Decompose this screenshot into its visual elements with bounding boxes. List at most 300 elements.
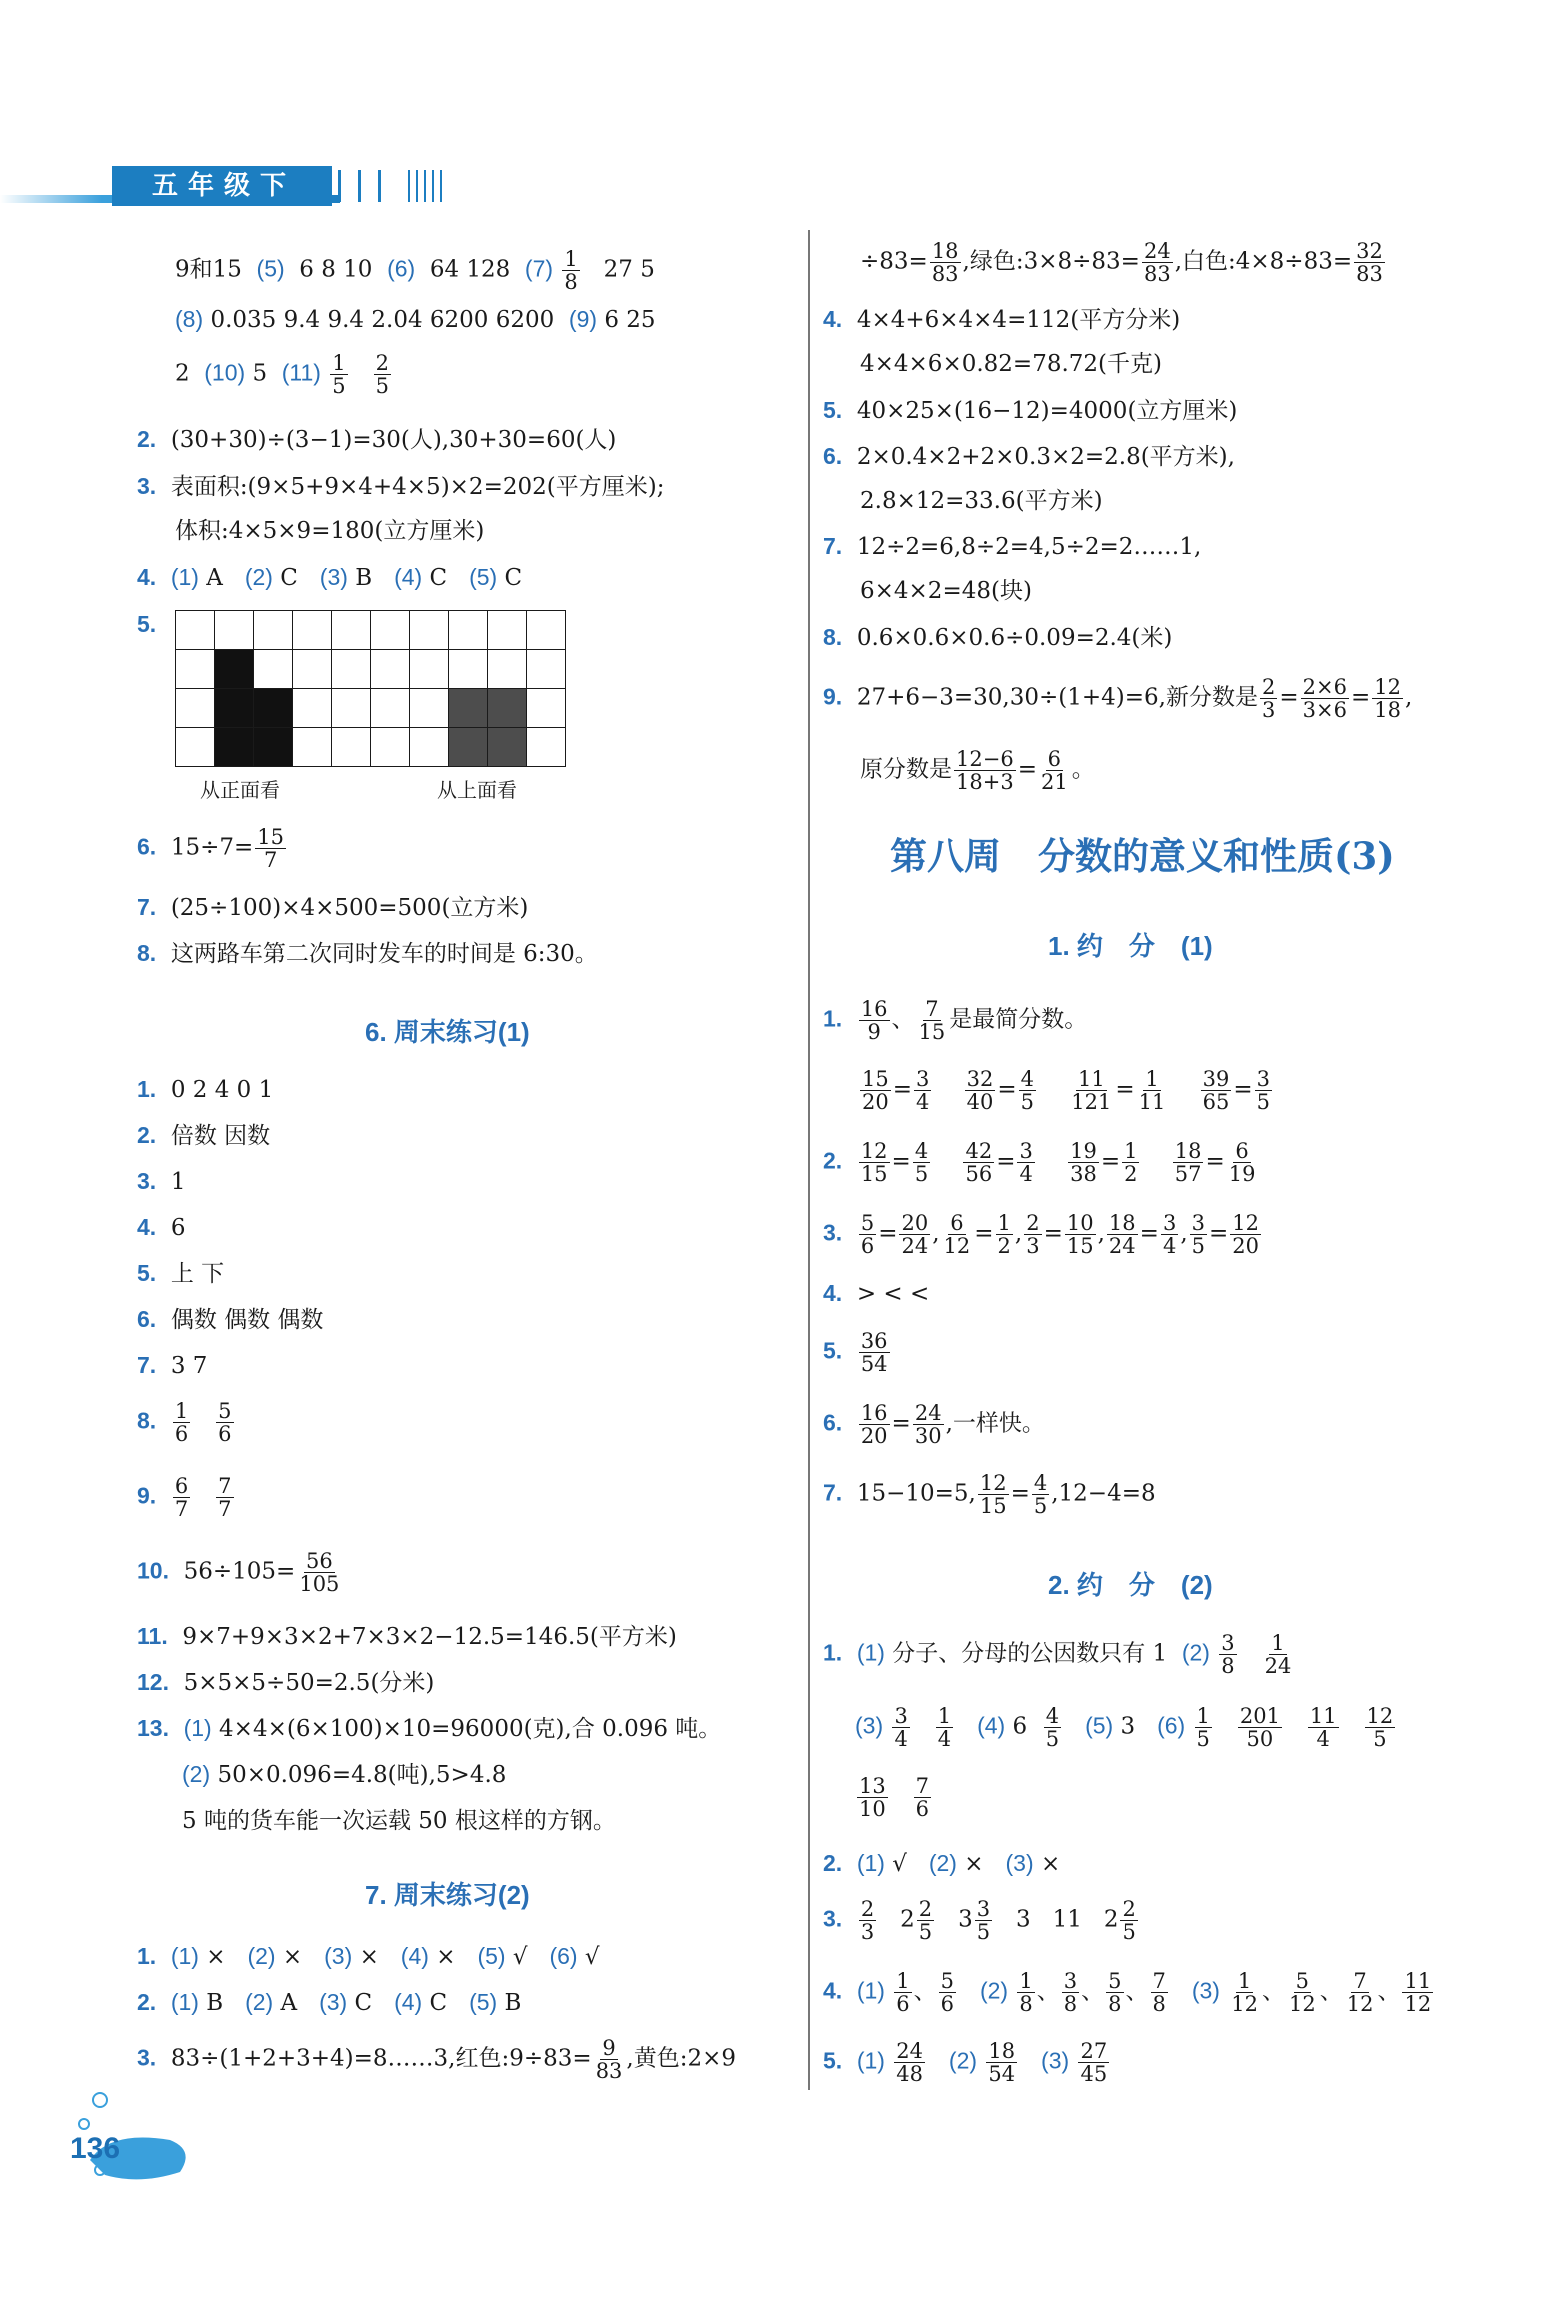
fraction bbox=[1301, 676, 1349, 721]
answer-text: 分子、分母的公因数只有 1 bbox=[892, 1640, 1168, 1667]
denominator: 12 bbox=[1288, 1992, 1316, 2017]
fraction bbox=[1069, 1068, 1113, 1113]
grid-cell bbox=[371, 650, 410, 689]
part-label: (5) bbox=[1085, 1712, 1114, 1739]
part-label: (1) bbox=[183, 1715, 212, 1741]
answer-text: 9和15 bbox=[175, 256, 242, 283]
choice-answer: A bbox=[280, 1990, 298, 2016]
fraction bbox=[963, 1140, 994, 1185]
numerator: 10 bbox=[1066, 1211, 1094, 1235]
denominator: 9 bbox=[867, 1020, 881, 1045]
header-stripe bbox=[432, 170, 434, 202]
denominator: 83 bbox=[1143, 262, 1171, 287]
grid-cell bbox=[332, 611, 371, 650]
fraction bbox=[562, 248, 579, 293]
denominator: 4 bbox=[1316, 1727, 1330, 1752]
grid-cell bbox=[293, 728, 332, 767]
answer-line bbox=[137, 896, 528, 920]
answer-line bbox=[137, 1354, 207, 1378]
fraction bbox=[936, 1705, 953, 1750]
numerator: 11 bbox=[1309, 1704, 1337, 1728]
denominator: 5 bbox=[1196, 1727, 1210, 1752]
grid-cell bbox=[176, 689, 215, 728]
grid-cell bbox=[293, 650, 332, 689]
answer-line bbox=[137, 1550, 343, 1595]
answer-text: 6 bbox=[1012, 1713, 1028, 1740]
choice-answer: A bbox=[206, 565, 223, 591]
denominator: 105 bbox=[299, 1572, 340, 1597]
fraction-row: $\frac{15}{20}$ = $\frac{3}{4}$ $\frac{32}{40}$ = $\frac{4}{5}$ $\frac{11}{121}$ = $\frac{1}{11}$ $\frac{39}{65}$ = $\frac{3}{5}$ bbox=[862, 1067, 1271, 1115]
part-label: (10) bbox=[204, 359, 246, 386]
answer-text: 0 2 4 0 1 bbox=[170, 1077, 274, 1103]
fraction bbox=[899, 1212, 930, 1257]
fraction bbox=[859, 1898, 876, 1943]
question-number: 12. bbox=[137, 1669, 169, 1695]
choice-answer: C bbox=[280, 565, 298, 591]
fraction bbox=[374, 352, 391, 397]
numerator: 4 bbox=[1033, 1471, 1048, 1495]
answer-text: 64 128 bbox=[429, 256, 511, 283]
answer-text: 6 25 bbox=[604, 307, 656, 333]
fraction bbox=[975, 1898, 992, 1943]
numerator: 42 bbox=[965, 1139, 993, 1163]
part-label: (5) bbox=[469, 564, 498, 590]
answer-line bbox=[823, 1852, 1060, 1876]
choice-answer: C bbox=[429, 565, 448, 591]
text: 5. bbox=[137, 611, 157, 637]
numerator: 12 bbox=[1232, 1211, 1260, 1235]
answer-text: 这两路车第二次同时发车的时间是 6:30。 bbox=[170, 941, 598, 967]
part-label: (4) bbox=[977, 1712, 1006, 1739]
denominator: 3 bbox=[1261, 698, 1276, 723]
denominator: 6 bbox=[860, 1234, 875, 1259]
whole-number: 3 bbox=[958, 1906, 973, 1933]
numerator: 2 bbox=[375, 351, 389, 375]
answer-text: 12÷2=6,8÷2=4,5÷2=2……1, bbox=[856, 534, 1202, 560]
part-label: (5) bbox=[256, 255, 285, 282]
denominator: 6 bbox=[174, 1422, 189, 1447]
numerator: 5 bbox=[1295, 1969, 1310, 1993]
grid-cell bbox=[410, 689, 449, 728]
answer-line bbox=[137, 1216, 185, 1240]
question-number: 6. bbox=[823, 443, 843, 469]
numerator: 1 bbox=[332, 351, 346, 375]
answer-text: 原分数是 bbox=[860, 756, 952, 783]
denominator: 38 bbox=[1070, 1162, 1097, 1187]
fraction bbox=[917, 1898, 934, 1943]
answer-text: 0.6×0.6×0.6÷0.09=2.4(米) bbox=[856, 625, 1173, 651]
answer-text: 5 bbox=[252, 360, 268, 387]
part-label: (3) bbox=[855, 1712, 884, 1739]
numerator: 18 bbox=[1174, 1139, 1202, 1163]
numerator: 2 bbox=[860, 1897, 875, 1921]
answer-text: (25÷100)×4×500=500(立方米) bbox=[170, 895, 529, 921]
denominator: 56 bbox=[965, 1162, 993, 1187]
question-number: 8. bbox=[137, 1407, 157, 1434]
answer-line bbox=[137, 1078, 273, 1102]
denominator: 4 bbox=[916, 1090, 930, 1115]
denominator: 3×6 bbox=[1302, 698, 1347, 723]
judge-answer: × bbox=[964, 1851, 984, 1877]
denominator: 20 bbox=[1232, 1234, 1260, 1259]
part-label: (5) bbox=[469, 1989, 498, 2015]
grid-cell bbox=[254, 611, 293, 650]
part-label: (4) bbox=[394, 1989, 423, 2015]
grid-cell bbox=[215, 650, 254, 689]
answer-line bbox=[137, 566, 522, 590]
header-stripe bbox=[338, 170, 341, 202]
part-label: (2) bbox=[1181, 1639, 1210, 1666]
numerator: 7 bbox=[1353, 1969, 1367, 1993]
fraction bbox=[978, 1472, 1009, 1517]
grid-cell bbox=[215, 689, 254, 728]
numerator: 4 bbox=[1045, 1704, 1060, 1728]
fraction bbox=[1201, 1068, 1232, 1113]
fraction bbox=[1137, 1068, 1168, 1113]
numerator: 18 bbox=[931, 239, 959, 263]
answer-text: 3 bbox=[1120, 1713, 1136, 1740]
numerator: 1 bbox=[1196, 1704, 1210, 1728]
denominator: 15 bbox=[860, 1162, 888, 1187]
numerator: 11 bbox=[1404, 1969, 1432, 1993]
fraction bbox=[859, 1140, 890, 1185]
answer-text: 2×0.4×2+2×0.3×2=2.8(平方米), bbox=[856, 444, 1235, 470]
denominator: 5 bbox=[332, 374, 346, 399]
question-number: 2. bbox=[137, 1122, 157, 1148]
numerator: 6 bbox=[1047, 747, 1062, 771]
numerator: 1 bbox=[564, 247, 578, 271]
part-label: (1) bbox=[856, 1850, 885, 1876]
numerator: 1 bbox=[174, 1399, 189, 1423]
section-heading: 6. 周末练习(1) bbox=[365, 1017, 530, 1047]
answer-text: ÷83= bbox=[860, 248, 928, 275]
judge-answer: × bbox=[436, 1944, 456, 1970]
answer-line bbox=[137, 1991, 521, 2015]
part-label: (3) bbox=[319, 1989, 348, 2015]
part-label: (5) bbox=[477, 1943, 506, 1969]
choice-answer: B bbox=[355, 565, 373, 591]
answer-line bbox=[175, 308, 656, 332]
question-number: 13. bbox=[137, 1715, 169, 1741]
part-label: (3) bbox=[319, 564, 348, 590]
question-number: 5. bbox=[137, 1260, 157, 1286]
fraction bbox=[1019, 1068, 1036, 1113]
denominator: 15 bbox=[979, 1494, 1007, 1519]
grid-cell bbox=[488, 728, 527, 767]
numerator: 16 bbox=[860, 997, 888, 1021]
answer-line bbox=[182, 1763, 506, 1787]
denominator: 12 bbox=[1231, 1992, 1258, 2017]
fraction bbox=[1161, 1212, 1178, 1257]
question-number: 1. bbox=[137, 1076, 157, 1102]
fraction bbox=[913, 1140, 930, 1185]
numerator: 5 bbox=[860, 1211, 875, 1235]
numerator: 12 bbox=[1366, 1704, 1394, 1728]
fraction bbox=[1142, 240, 1173, 285]
numerator: 2 bbox=[918, 1897, 933, 1921]
answer-line: 原分数是 $\frac{12-6}{18+3}$ = $\frac{6}{21}$ 。 bbox=[860, 747, 1095, 795]
answer-text: 2.8×12=33.6(平方米) bbox=[860, 488, 1103, 514]
part-label: (2) bbox=[928, 1850, 957, 1876]
answer-text: 11 bbox=[1052, 1906, 1082, 1933]
question-number: 5. bbox=[823, 1337, 843, 1364]
question-number: 7. bbox=[823, 533, 843, 559]
grid-cell bbox=[527, 611, 566, 650]
numerator: 1 bbox=[937, 1704, 952, 1728]
numerator: 6 bbox=[174, 1474, 189, 1498]
numerator: 4 bbox=[1020, 1067, 1035, 1091]
answer-line bbox=[823, 445, 1235, 469]
question-number: 11. bbox=[137, 1623, 168, 1649]
denominator: 6 bbox=[218, 1422, 232, 1447]
denominator: 20 bbox=[862, 1090, 889, 1115]
answer-text: 6×4×2=48(块) bbox=[860, 578, 1032, 604]
answer-line bbox=[137, 942, 598, 966]
question-number: 3. bbox=[137, 1168, 157, 1194]
part-label: (2) bbox=[182, 1761, 211, 1787]
answer-line: 9. 27+6−3=30,30÷(1+4)=6,新分数是 $\frac{2}{3}$ = $\frac{2\times 6}{3\times 6}$ = $\frac{12}{18}$ , bbox=[823, 675, 1413, 723]
denominator: 5 bbox=[1122, 1920, 1136, 1945]
answer-text: 15−10=5, bbox=[856, 1480, 976, 1507]
denominator: 48 bbox=[896, 2062, 923, 2087]
top-view-label: 从上面看 bbox=[437, 778, 517, 802]
answer-text: 27 5 bbox=[603, 256, 655, 283]
numerator: 1 bbox=[1124, 1139, 1138, 1163]
answer-text: 4×4+6×4×4=112(平方分米) bbox=[856, 307, 1181, 333]
fraction bbox=[1039, 748, 1070, 793]
answer-text: ,12−4=8 bbox=[1051, 1480, 1156, 1507]
numerator: 13 bbox=[859, 1774, 886, 1798]
view-grid bbox=[175, 610, 566, 767]
answer-line bbox=[137, 1717, 721, 1741]
answer-line bbox=[823, 1282, 929, 1306]
answer-line bbox=[137, 1671, 434, 1695]
section-heading: 2. 约 分 (2) bbox=[1048, 1570, 1213, 1600]
fraction bbox=[1065, 1212, 1096, 1257]
question-number: 7. bbox=[137, 894, 157, 920]
numerator: 1 bbox=[997, 1211, 1011, 1235]
fraction bbox=[1219, 1632, 1236, 1677]
numerator: 12 bbox=[1374, 675, 1401, 699]
front-view-label: 从正面看 bbox=[200, 778, 280, 802]
answer-text: 3 bbox=[1016, 1906, 1031, 1933]
part-label: (1) bbox=[170, 1943, 199, 1969]
grid-cell bbox=[410, 611, 449, 650]
part-label: (6) bbox=[549, 1943, 578, 1969]
fraction bbox=[860, 1068, 891, 1113]
numerator: 56 bbox=[306, 1549, 333, 1573]
fraction bbox=[173, 1475, 190, 1520]
fraction bbox=[1372, 676, 1403, 721]
denominator: 5 bbox=[1373, 1727, 1387, 1752]
question-number: 4. bbox=[137, 1214, 157, 1240]
numerator: 1 bbox=[1145, 1067, 1159, 1091]
numerator: 7 bbox=[1152, 1969, 1166, 1993]
denominator: 5 bbox=[375, 374, 389, 399]
question-number: 1. bbox=[137, 1943, 157, 1969]
numerator: 2 bbox=[1026, 1211, 1040, 1235]
denominator: 4 bbox=[1019, 1162, 1033, 1187]
fraction bbox=[1260, 676, 1277, 721]
answer-text: ,绿色:3×8÷83= bbox=[962, 248, 1140, 275]
answer-line: 7. 15−10=5, $\frac{12}{15}$ = $\frac{4}{5}$ ,12−4=8 bbox=[823, 1471, 1156, 1519]
fraction bbox=[1078, 2040, 1109, 2085]
numerator: 5 bbox=[940, 1969, 954, 1993]
answer-text: 3 7 bbox=[170, 1353, 208, 1379]
judge-answer: √ bbox=[892, 1851, 907, 1877]
header-stripe bbox=[378, 170, 381, 202]
question-number: 10. bbox=[137, 1557, 169, 1584]
part-label: (3) bbox=[324, 1943, 353, 1969]
judge-answer: × bbox=[282, 1944, 303, 1970]
part-label: (6) bbox=[387, 255, 416, 282]
numerator: 2 bbox=[1122, 1897, 1136, 1921]
fraction bbox=[857, 1775, 888, 1820]
question-number: 4. bbox=[823, 1977, 843, 2004]
fraction bbox=[216, 1400, 233, 1445]
question-number: 3. bbox=[823, 1905, 843, 1932]
fraction bbox=[1151, 1970, 1168, 2015]
answer-line bbox=[137, 1124, 270, 1148]
answer-text: > < < bbox=[856, 1281, 930, 1307]
fraction-row: 3. $\frac{5}{6}$ = $\frac{20}{24}$ , $\frac{6}{12}$ = $\frac{1}{2}$ , $\frac{2}{3}$ = $\frac{10}{15}$ , $\frac{18}{24}$ = $\frac{3}{4}$ , $\frac{3}{5}$ = $\frac{12}{20}$ bbox=[823, 1211, 1260, 1259]
numerator: 12−6 bbox=[956, 747, 1014, 771]
answer-line: 4. (1) $\frac{1}{6}$ 、 $\frac{5}{6}$ (2) $\frac{1}{8}$ 、 $\frac{3}{8}$ 、 $\frac{5}{8}$ 、 $\frac{7}{8}$ (3) $\frac{1}{12}$ 、 $\frac{5}{12}$ 、 $\frac{7}{12}$ 、 $\frac{11}{12}$ bbox=[823, 1969, 1432, 2017]
denominator: 4 bbox=[1162, 1234, 1177, 1259]
question-number: 3. bbox=[137, 2044, 157, 2071]
answer-line bbox=[175, 352, 393, 397]
answer-line bbox=[823, 399, 1237, 423]
denominator: 5 bbox=[1020, 1090, 1035, 1115]
judge-answer: × bbox=[206, 1944, 226, 1970]
answer-text: 5 吨的货车能一次运载 50 根这样的方钢。 bbox=[182, 1808, 616, 1834]
numerator: 16 bbox=[860, 1401, 888, 1425]
question-number: 5. bbox=[823, 2047, 843, 2074]
numerator: 32 bbox=[966, 1067, 994, 1091]
fraction bbox=[859, 1212, 876, 1257]
fraction bbox=[913, 1402, 944, 1447]
answer-text: 1 bbox=[170, 1169, 186, 1195]
answer-text: 2 bbox=[175, 360, 190, 387]
fraction bbox=[859, 998, 890, 1043]
grid-cell bbox=[371, 728, 410, 767]
answer-text: 是最简分数。 bbox=[949, 1006, 1088, 1033]
fraction bbox=[1402, 1970, 1433, 2015]
fraction bbox=[1122, 1140, 1139, 1185]
part-label: (1) bbox=[170, 1989, 199, 2015]
numerator: 3 bbox=[1221, 1631, 1235, 1655]
grid-cell bbox=[332, 728, 371, 767]
numerator: 3 bbox=[894, 1704, 908, 1728]
part-label: (2) bbox=[245, 1989, 274, 2015]
denominator: 12 bbox=[943, 1234, 971, 1259]
answer-text: 56÷105= bbox=[183, 1558, 296, 1585]
judge-answer: × bbox=[1040, 1851, 1061, 1877]
numerator: 1 bbox=[896, 1969, 910, 1993]
numerator: 7 bbox=[915, 1774, 930, 1798]
denominator: 18+3 bbox=[956, 770, 1014, 795]
numerator: 1 bbox=[1271, 1631, 1285, 1655]
numerator: 3 bbox=[976, 1897, 991, 1921]
answer-line bbox=[175, 248, 655, 293]
answer-line bbox=[823, 1330, 892, 1375]
denominator: 6 bbox=[896, 1992, 910, 2017]
question-number: 2. bbox=[823, 1850, 843, 1876]
answer-text: ,白色:4×8÷83= bbox=[1174, 248, 1353, 275]
denominator: 15 bbox=[918, 1020, 946, 1045]
denominator: 5 bbox=[1256, 1090, 1271, 1115]
answer-line bbox=[137, 1308, 323, 1332]
header-stripe bbox=[440, 170, 442, 202]
answer-line: 6. $\frac{16}{20}$ = $\frac{24}{30}$ ,一样快。 bbox=[823, 1401, 1045, 1449]
part-label: (4) bbox=[400, 1943, 429, 1969]
part-label: (2) bbox=[948, 2047, 978, 2074]
section-heading: 7. 周末练习(2) bbox=[365, 1880, 530, 1910]
header-stripe bbox=[424, 170, 426, 202]
numerator: 2×6 bbox=[1302, 675, 1347, 699]
question-number: 6. bbox=[137, 833, 157, 860]
part-label: (7) bbox=[524, 255, 554, 282]
denominator: 3 bbox=[860, 1920, 875, 1945]
numerator: 6 bbox=[950, 1211, 964, 1235]
answer-line bbox=[823, 1632, 1295, 1677]
answer-line bbox=[137, 1170, 185, 1194]
fraction bbox=[1024, 1212, 1041, 1257]
numerator: 3 bbox=[1019, 1139, 1033, 1163]
grid-cell bbox=[449, 650, 488, 689]
judge-answer: √ bbox=[584, 1944, 600, 1970]
grid-cell bbox=[215, 728, 254, 767]
denominator: 121 bbox=[1071, 1090, 1112, 1115]
answer-line bbox=[855, 1775, 933, 1820]
header-stripe bbox=[358, 170, 361, 202]
numerator: 5 bbox=[1108, 1969, 1122, 1993]
answer-text: 6 8 10 bbox=[299, 256, 373, 283]
denominator: 12 bbox=[1346, 1992, 1374, 2017]
denominator: 8 bbox=[1221, 1654, 1235, 1679]
fraction bbox=[1190, 1212, 1207, 1257]
denominator: 15 bbox=[1066, 1234, 1094, 1259]
answer-text: 0.035 9.4 9.4 2.04 6200 6200 bbox=[210, 307, 555, 333]
judge-answer: × bbox=[359, 1944, 379, 1970]
grid-cell bbox=[410, 650, 449, 689]
denominator: 12 bbox=[1404, 1992, 1432, 2017]
week-title: 第八周 分数的意义和性质(3) bbox=[890, 834, 1395, 878]
fraction bbox=[1062, 1970, 1079, 2015]
numerator: 24 bbox=[914, 1401, 942, 1425]
fraction bbox=[330, 352, 347, 397]
numerator: 12 bbox=[979, 1471, 1007, 1495]
numerator: 5 bbox=[218, 1399, 232, 1423]
numerator: 6 bbox=[1235, 1139, 1249, 1163]
answer-line bbox=[137, 428, 616, 452]
question-number: 6. bbox=[137, 1306, 157, 1332]
numerator: 18 bbox=[1108, 1211, 1136, 1235]
denominator: 83 bbox=[1356, 262, 1383, 287]
question-number: 6. bbox=[823, 1409, 843, 1436]
fraction bbox=[1017, 1140, 1034, 1185]
grid-cell bbox=[527, 689, 566, 728]
question-number: 8. bbox=[137, 940, 157, 966]
grid-cell bbox=[332, 689, 371, 728]
whole-number: 2 bbox=[1103, 1906, 1119, 1933]
fraction bbox=[892, 1705, 909, 1750]
answer-line bbox=[137, 1400, 236, 1445]
numerator: 2 bbox=[1261, 675, 1276, 699]
part-label: (3) bbox=[1191, 1977, 1220, 2004]
numerator: 3 bbox=[1191, 1211, 1205, 1235]
denominator: 4 bbox=[937, 1727, 952, 1752]
